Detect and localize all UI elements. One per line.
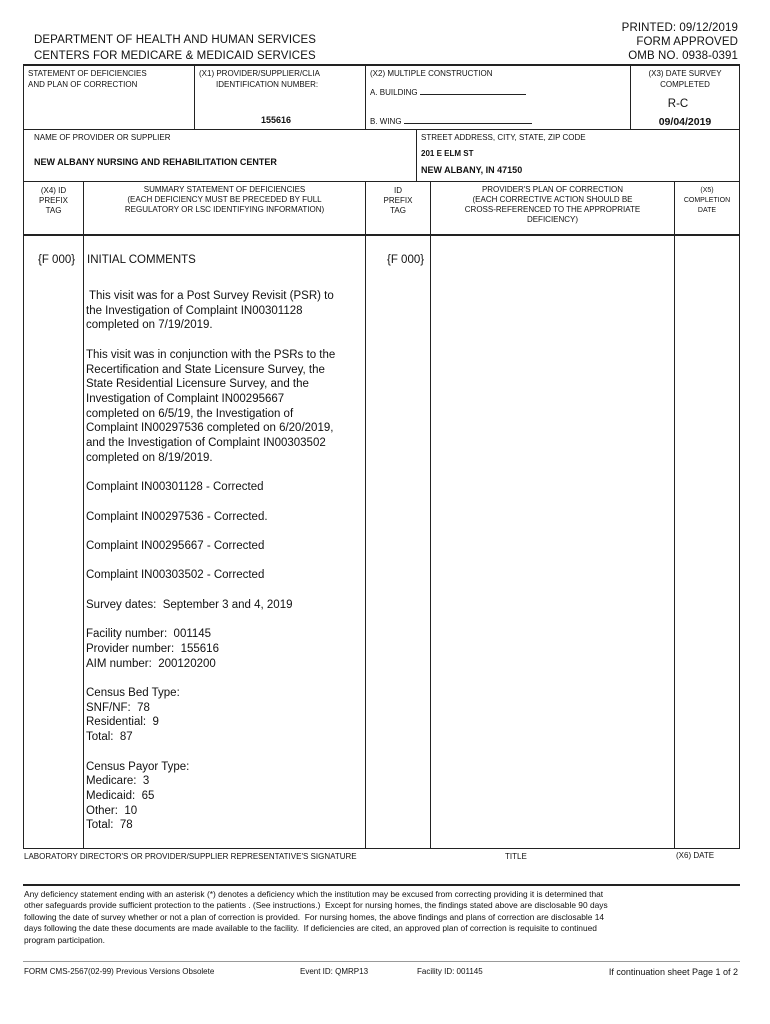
entry-line: Survey dates: September 3 and 4, 2019 (86, 598, 293, 611)
summary-header: SUMMARY STATEMENT OF DEFICIENCIES (EACH DEFICIENCY MUST BE PRECEDED BY FULL REGULATORY OR LSC IDENTIFYING INFORMATION) (124, 185, 325, 214)
statement-label-1: STATEMENT OF DEFICIENCIES (28, 69, 147, 78)
entry-line: Total: 87 (86, 731, 133, 744)
entry-line (86, 671, 335, 686)
x5-header: (X5) COMPLETION DATE (683, 187, 731, 214)
entry-line: Provider number: 155616 (86, 642, 219, 655)
entry-line: Facility number: 001145 (86, 628, 212, 641)
facility-id: Facility ID: 001145 (417, 967, 483, 976)
entry-line: completed on 6/5/19, the Investigation of (86, 407, 294, 420)
centers-title: CENTERS FOR MEDICARE & MEDICAID SERVICES (34, 50, 316, 62)
event-id: Event ID: QMRP13 (300, 967, 369, 976)
x1-label-2: IDENTIFICATION NUMBER: (216, 80, 319, 89)
building-field: A. BUILDING (370, 85, 526, 98)
signature-label: LABORATORY DIRECTOR'S OR PROVIDER/SUPPLIER REPRESENTATIVE'S SIGNATURE (24, 852, 357, 861)
entry-line: completed on 7/19/2019. (86, 319, 213, 332)
footnote-line: Any deficiency statement ending with an asterisk (*) denotes a deficiency which the institution may be excused from correcting providing it is determined that (24, 889, 604, 899)
entry-line (86, 495, 335, 510)
footnote-line: days following the date these documents are made available to the facility. If deficiencies are cited, an approved plan of correction is requisite to continued (24, 923, 597, 934)
form-number: FORM CMS-2567(02-99) Previous Versions Obsolete (24, 967, 215, 976)
tag-right: {F 000} (387, 254, 425, 266)
title-label: TITLE (505, 852, 527, 861)
omb-number: OMB NO. 0938-0391 (628, 50, 738, 62)
entry-line: Complaint IN00301128 - Corrected (86, 481, 264, 494)
entry-line: Recertification and State Licensure Survey, the (86, 363, 325, 376)
entry-line: State Residential Licensure Survey, and the (86, 378, 309, 391)
entry-line: Medicaid: 65 (86, 789, 155, 802)
entry-line: This visit was for a Post Survey Revisit (PSR) to (86, 290, 334, 302)
plan-header: PROVIDER'S PLAN OF CORRECTION (EACH CORRECTIVE ACTION SHOULD BE CROSS-REFERENCED TO THE APPROPRIATE DEFICIENCY) (464, 185, 641, 224)
entry-line (86, 745, 335, 760)
entry-line: Investigation of Complaint IN00295667 (86, 392, 285, 405)
provider-name-label: NAME OF PROVIDER OR SUPPLIER (34, 133, 171, 142)
entry-line: Complaint IN00297536 completed on 6/20/2019, (86, 422, 334, 435)
x6-date-label: (X6) DATE (676, 851, 715, 860)
entry-line: Total: 78 (86, 819, 133, 832)
footnote-line: program participation. (24, 934, 105, 945)
id-prefix-header: ID PREFIX TAG (383, 186, 413, 215)
provider-name: NEW ALBANY NURSING AND REHABILITATION CENTER (34, 157, 277, 167)
entry-line: Complaint IN00303502 - Corrected (86, 569, 265, 582)
entry-line (86, 465, 335, 480)
provider-number: 155616 (261, 115, 292, 125)
wing-field: B. WING (370, 114, 532, 127)
entry-line (86, 612, 335, 627)
x4-header: (X4) ID PREFIX TAG (39, 186, 68, 215)
entry-line: Complaint IN00297536 - Corrected. (86, 510, 268, 523)
entry-line: the Investigation of Complaint IN00301128 (86, 304, 303, 317)
x3-label-1: (X3) DATE SURVEY (648, 69, 722, 78)
entry-line: Census Bed Type: (86, 686, 180, 699)
survey-code: R-C (667, 98, 689, 110)
x1-label-1: (X1) PROVIDER/SUPPLIER/CLIA (199, 69, 320, 78)
address-label: STREET ADDRESS, CITY, STATE, ZIP CODE (421, 133, 586, 142)
footnote-line: other safeguards provide sufficient protection to the patients . (See instructions.) Except for nursing homes, the findings stated above are disclosable 90 days (24, 900, 608, 911)
entry-line: This visit was in conjunction with the PSRs to the (86, 348, 336, 361)
entry-line: Other: 10 (86, 804, 138, 817)
entry-line (86, 524, 335, 539)
entry-line (86, 333, 335, 348)
entry-line: and the Investigation of Complaint IN00303502 (86, 437, 326, 450)
x2-label: (X2) MULTIPLE CONSTRUCTION (370, 69, 493, 78)
entry-line (86, 583, 335, 598)
printed-date: PRINTED: 09/12/2019 (621, 22, 738, 34)
entry-line: Residential: 9 (86, 716, 159, 729)
entry-line (86, 554, 335, 569)
entry-line: Medicare: 3 (86, 775, 150, 788)
city-state-zip: NEW ALBANY, IN 47150 (421, 165, 523, 175)
street-address: 201 E ELM ST (421, 149, 474, 158)
entry-line: AIM number: 200120200 (86, 657, 216, 670)
footnote-line: following the date of survey whether or not a plan of correction is provided. For nursing homes, the above findings and plans of correction are disclosable 14 (24, 911, 605, 922)
department-title: DEPARTMENT OF HEALTH AND HUMAN SERVICES (34, 34, 317, 46)
form-approved: FORM APPROVED (636, 36, 738, 48)
survey-date: 09/04/2019 (658, 116, 712, 128)
entry-line: Complaint IN00295667 - Corrected (86, 539, 265, 552)
x3-label-2: COMPLETED (660, 80, 710, 89)
entry-line: Census Payor Type: (86, 760, 190, 773)
entry-line: SNF/NF: 78 (86, 701, 150, 714)
entry-body (86, 289, 335, 833)
statement-label-2: AND PLAN OF CORRECTION (28, 80, 138, 89)
entry-line: completed on 8/19/2019. (86, 451, 213, 464)
entry-heading: INITIAL COMMENTS (87, 254, 196, 266)
footnote (24, 889, 608, 946)
tag-left: {F 000} (38, 254, 76, 266)
continuation-sheet: If continuation sheet Page 1 of 2 (608, 967, 738, 977)
